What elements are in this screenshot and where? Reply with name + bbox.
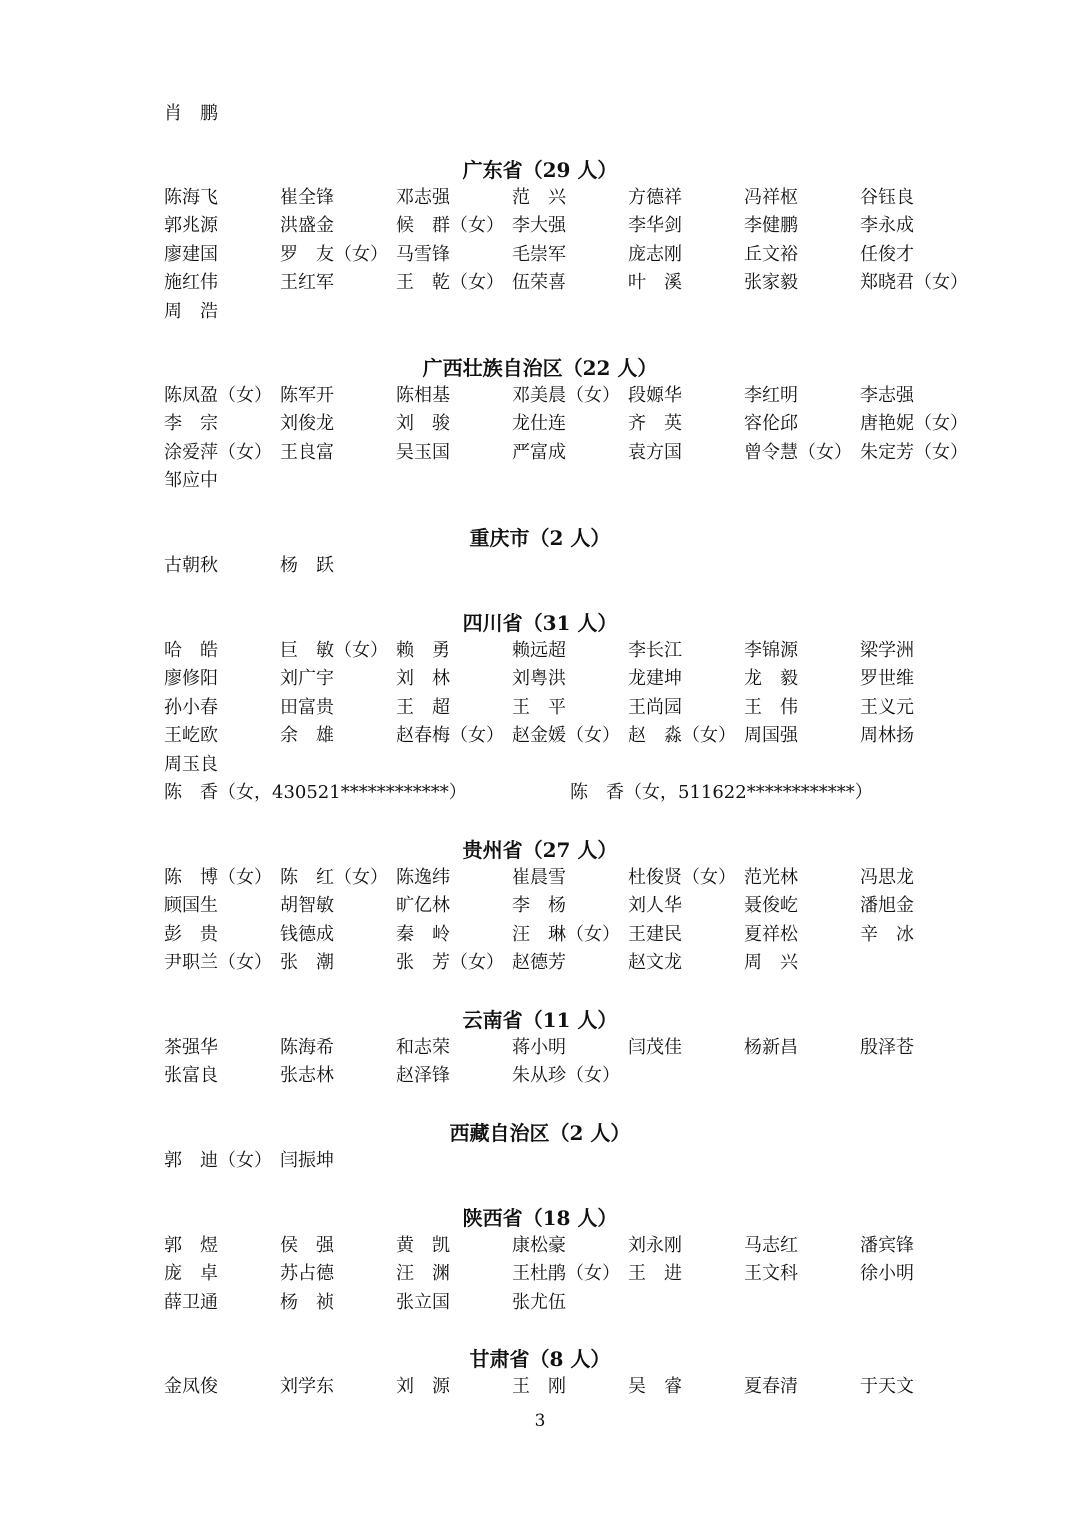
name-entry: 任俊才: [860, 243, 914, 265]
name-entry: 孙小春: [164, 696, 218, 718]
name-entry: 廖建国: [164, 243, 218, 265]
name-entry: 唐艳妮（女）: [860, 413, 968, 435]
name-entry: 杨 跃: [280, 555, 334, 576]
name-entry: 王屹欧: [164, 725, 218, 747]
name-entry: 袁方国: [628, 441, 682, 463]
name-entry: 陈相基: [396, 385, 450, 406]
name-entry: 陈海希: [280, 1037, 334, 1058]
name-entry: 殷泽苍: [860, 1037, 914, 1058]
name-entry: 刘学东: [280, 1376, 334, 1397]
name-entry: 方德祥: [628, 187, 682, 208]
name-entry: 刘 源: [396, 1376, 450, 1397]
name-entry: 陈 博（女）: [164, 867, 272, 888]
name-entry: 尹职兰（女）: [164, 952, 272, 974]
name-entry: 马雪锋: [396, 243, 450, 265]
name-entry: 朱定芳（女）: [860, 441, 968, 463]
name-entry: 刘人华: [628, 895, 682, 917]
name-entry: 李长江: [628, 640, 682, 661]
section-heading: 重庆市（2 人）: [469, 526, 611, 550]
name-entry: 田富贵: [280, 696, 334, 718]
name-entry: 汪 琳（女）: [512, 923, 620, 945]
name-entry: 施红伟: [164, 272, 218, 294]
name-entry: 陈军开: [280, 385, 334, 406]
name-entry: 郭 煜: [164, 1235, 218, 1256]
name-entry: 侯 强: [280, 1235, 334, 1256]
name-entry: 陈 香（女，430521************）: [164, 782, 467, 803]
name-entry: 夏春清: [744, 1376, 798, 1397]
name-entry: 陈逸纬: [396, 867, 450, 888]
name-entry: 陈海飞: [164, 187, 218, 208]
name-entry: 范 兴: [512, 187, 566, 208]
name-entry: 赖 勇: [396, 640, 450, 661]
name-entry: 胡智敏: [280, 895, 334, 917]
name-entry: 伍荣喜: [512, 272, 566, 294]
name-entry: 夏祥松: [744, 923, 798, 945]
name-entry: 赵泽锋: [396, 1065, 450, 1087]
name-entry: 龙建坤: [628, 668, 682, 690]
section-heading: 陕西省（18 人）: [462, 1206, 618, 1230]
name-entry: 张立国: [396, 1291, 450, 1313]
section-heading: 四川省（31 人）: [462, 611, 618, 635]
name-entry: 赵德芳: [512, 952, 566, 974]
name-entry: 聂俊屹: [744, 895, 798, 917]
name-entry: 李锦源: [744, 640, 798, 661]
name-entry: 周林扬: [860, 725, 914, 747]
name-entry: 闫茂佳: [628, 1037, 682, 1058]
name-entry: 张志林: [280, 1065, 334, 1087]
name-entry: 齐 英: [628, 413, 682, 435]
name-entry: 王尚园: [628, 696, 682, 718]
name-entry: 涂爱萍（女）: [164, 441, 272, 463]
name-entry: 吴 睿: [628, 1376, 682, 1397]
name-entry: 梁学洲: [860, 640, 914, 661]
section-heading: 贵州省（27 人）: [462, 838, 618, 862]
section-heading: 广西壮族自治区（22 人）: [422, 356, 658, 380]
name-entry: 彭 贵: [164, 923, 218, 945]
name-entry: 张家毅: [744, 272, 798, 294]
name-entry: 陈 香（女，511622************）: [570, 782, 873, 803]
name-entry: 朱从珍（女）: [512, 1065, 620, 1087]
name-entry: 丘文裕: [744, 243, 798, 265]
name-entry: 杜俊贤（女）: [628, 867, 736, 888]
name-entry: 张 潮: [280, 952, 334, 974]
name-entry: 潘旭金: [860, 895, 914, 917]
name-entry: 龙仕连: [512, 413, 566, 435]
name-entry: 潘宾锋: [860, 1235, 914, 1256]
name-entry: 陈 红（女）: [280, 867, 388, 888]
name-entry: 李健鹏: [744, 215, 798, 237]
name-entry: 李华剑: [628, 215, 682, 237]
name-entry: 范光林: [744, 867, 798, 888]
name-entry: 刘广宇: [280, 668, 334, 690]
name-entry: 刘 林: [396, 668, 450, 690]
name-entry: 刘粤洪: [512, 668, 566, 690]
name-entry: 李 杨: [512, 895, 566, 917]
name-entry: 顾国生: [164, 895, 218, 917]
name-entry: 王 进: [628, 1263, 682, 1285]
name-entry: 旷亿林: [396, 895, 450, 917]
name-entry: 蒋小明: [512, 1037, 566, 1058]
name-entry: 李永成: [860, 215, 914, 237]
name-entry: 古朝秋: [164, 555, 218, 576]
name-entry: 冯思龙: [860, 867, 914, 888]
name-entry: 王 超: [396, 696, 450, 718]
name-entry: 薛卫通: [164, 1291, 218, 1313]
name-entry: 王 刚: [512, 1376, 566, 1397]
name-entry: 王义元: [860, 696, 914, 718]
name-entry: 马志红: [744, 1235, 798, 1256]
name-entry: 洪盛金: [280, 215, 334, 237]
name-entry: 肖 鹏: [164, 103, 218, 124]
name-entry: 郭兆源: [164, 215, 218, 237]
name-entry: 王 平: [512, 696, 566, 718]
name-entry: 钱德成: [280, 923, 334, 945]
name-entry: 黄 凯: [396, 1235, 450, 1256]
name-entry: 罗世维: [860, 668, 914, 690]
name-entry: 王 伟: [744, 696, 798, 718]
name-entry: 徐小明: [860, 1263, 914, 1285]
name-entry: 赵春梅（女）: [396, 725, 504, 747]
name-entry: 毛崇军: [512, 243, 566, 265]
name-entry: 赵 淼（女）: [628, 725, 736, 747]
name-entry: 余 雄: [280, 725, 334, 747]
name-entry: 邓美晨（女）: [512, 385, 620, 406]
name-entry: 李志强: [860, 385, 914, 406]
name-entry: 王文科: [744, 1263, 798, 1285]
page-number: 3: [534, 1411, 546, 1431]
name-entry: 周 浩: [164, 300, 218, 322]
name-entry: 赵文龙: [628, 952, 682, 974]
name-entry: 段嫄华: [628, 385, 682, 406]
name-entry: 容伦邱: [744, 413, 798, 435]
name-entry: 金凤俊: [164, 1376, 218, 1397]
name-entry: 邹应中: [164, 470, 218, 492]
name-entry: 王杜鹃（女）: [512, 1263, 620, 1285]
name-entry: 张 芳（女）: [396, 952, 504, 974]
name-entry: 候 群（女）: [396, 215, 504, 237]
name-entry: 于天文: [860, 1376, 914, 1397]
section-heading: 甘肃省（8 人）: [469, 1347, 611, 1371]
name-entry: 周玉良: [164, 753, 218, 775]
name-entry: 刘永刚: [628, 1235, 682, 1256]
name-entry: 杨 祯: [280, 1291, 334, 1313]
name-entry: 庞 卓: [164, 1263, 218, 1285]
section-heading: 广东省（29 人）: [462, 158, 618, 182]
name-entry: 赖远超: [512, 640, 566, 661]
name-entry: 龙 毅: [744, 668, 798, 690]
name-entry: 哈 皓: [164, 640, 218, 661]
name-entry: 王良富: [280, 441, 334, 463]
name-entry: 闫振坤: [280, 1150, 334, 1171]
name-entry: 崔全锋: [280, 187, 334, 208]
name-entry: 周国强: [744, 725, 798, 747]
name-entry: 和志荣: [396, 1037, 450, 1058]
name-entry: 周 兴: [744, 952, 798, 974]
name-entry: 秦 岭: [396, 923, 450, 945]
name-entry: 刘俊龙: [280, 413, 334, 435]
name-entry: 刘 骏: [396, 413, 450, 435]
name-entry: 冯祥枢: [744, 187, 798, 208]
name-entry: 杨新昌: [744, 1037, 798, 1058]
name-entry: 谷钰良: [860, 187, 914, 208]
name-entry: 李大强: [512, 215, 566, 237]
name-entry: 廖修阳: [164, 668, 218, 690]
name-entry: 王建民: [628, 923, 682, 945]
name-entry: 郭 迪（女）: [164, 1150, 272, 1171]
name-entry: 张富良: [164, 1065, 218, 1087]
name-entry: 赵金媛（女）: [512, 725, 620, 747]
name-entry: 庞志刚: [628, 243, 682, 265]
section-heading: 西藏自治区（2 人）: [449, 1121, 631, 1145]
name-entry: 吴玉国: [396, 441, 450, 463]
name-entry: 苏占德: [280, 1263, 334, 1285]
name-entry: 巨 敏（女）: [280, 640, 388, 661]
name-entry: 严富成: [512, 441, 566, 463]
name-entry: 王 乾（女）: [396, 272, 504, 294]
name-entry: 张尤伍: [512, 1291, 566, 1313]
name-entry: 郑晓君（女）: [860, 272, 968, 294]
name-entry: 邓志强: [396, 187, 450, 208]
name-entry: 罗 友（女）: [280, 243, 388, 265]
name-entry: 李红明: [744, 385, 798, 406]
name-entry: 陈凤盈（女）: [164, 385, 272, 406]
name-entry: 王红军: [280, 272, 334, 294]
name-entry: 崔晨雪: [512, 867, 566, 888]
name-entry: 茶强华: [164, 1037, 218, 1058]
name-entry: 李 宗: [164, 413, 218, 435]
name-entry: 康松豪: [512, 1235, 566, 1256]
name-entry: 辛 冰: [860, 923, 914, 945]
name-entry: 曾令慧（女）: [744, 441, 852, 463]
name-entry: 叶 溪: [628, 272, 682, 294]
section-heading: 云南省（11 人）: [462, 1008, 618, 1032]
name-entry: 汪 渊: [396, 1263, 450, 1285]
